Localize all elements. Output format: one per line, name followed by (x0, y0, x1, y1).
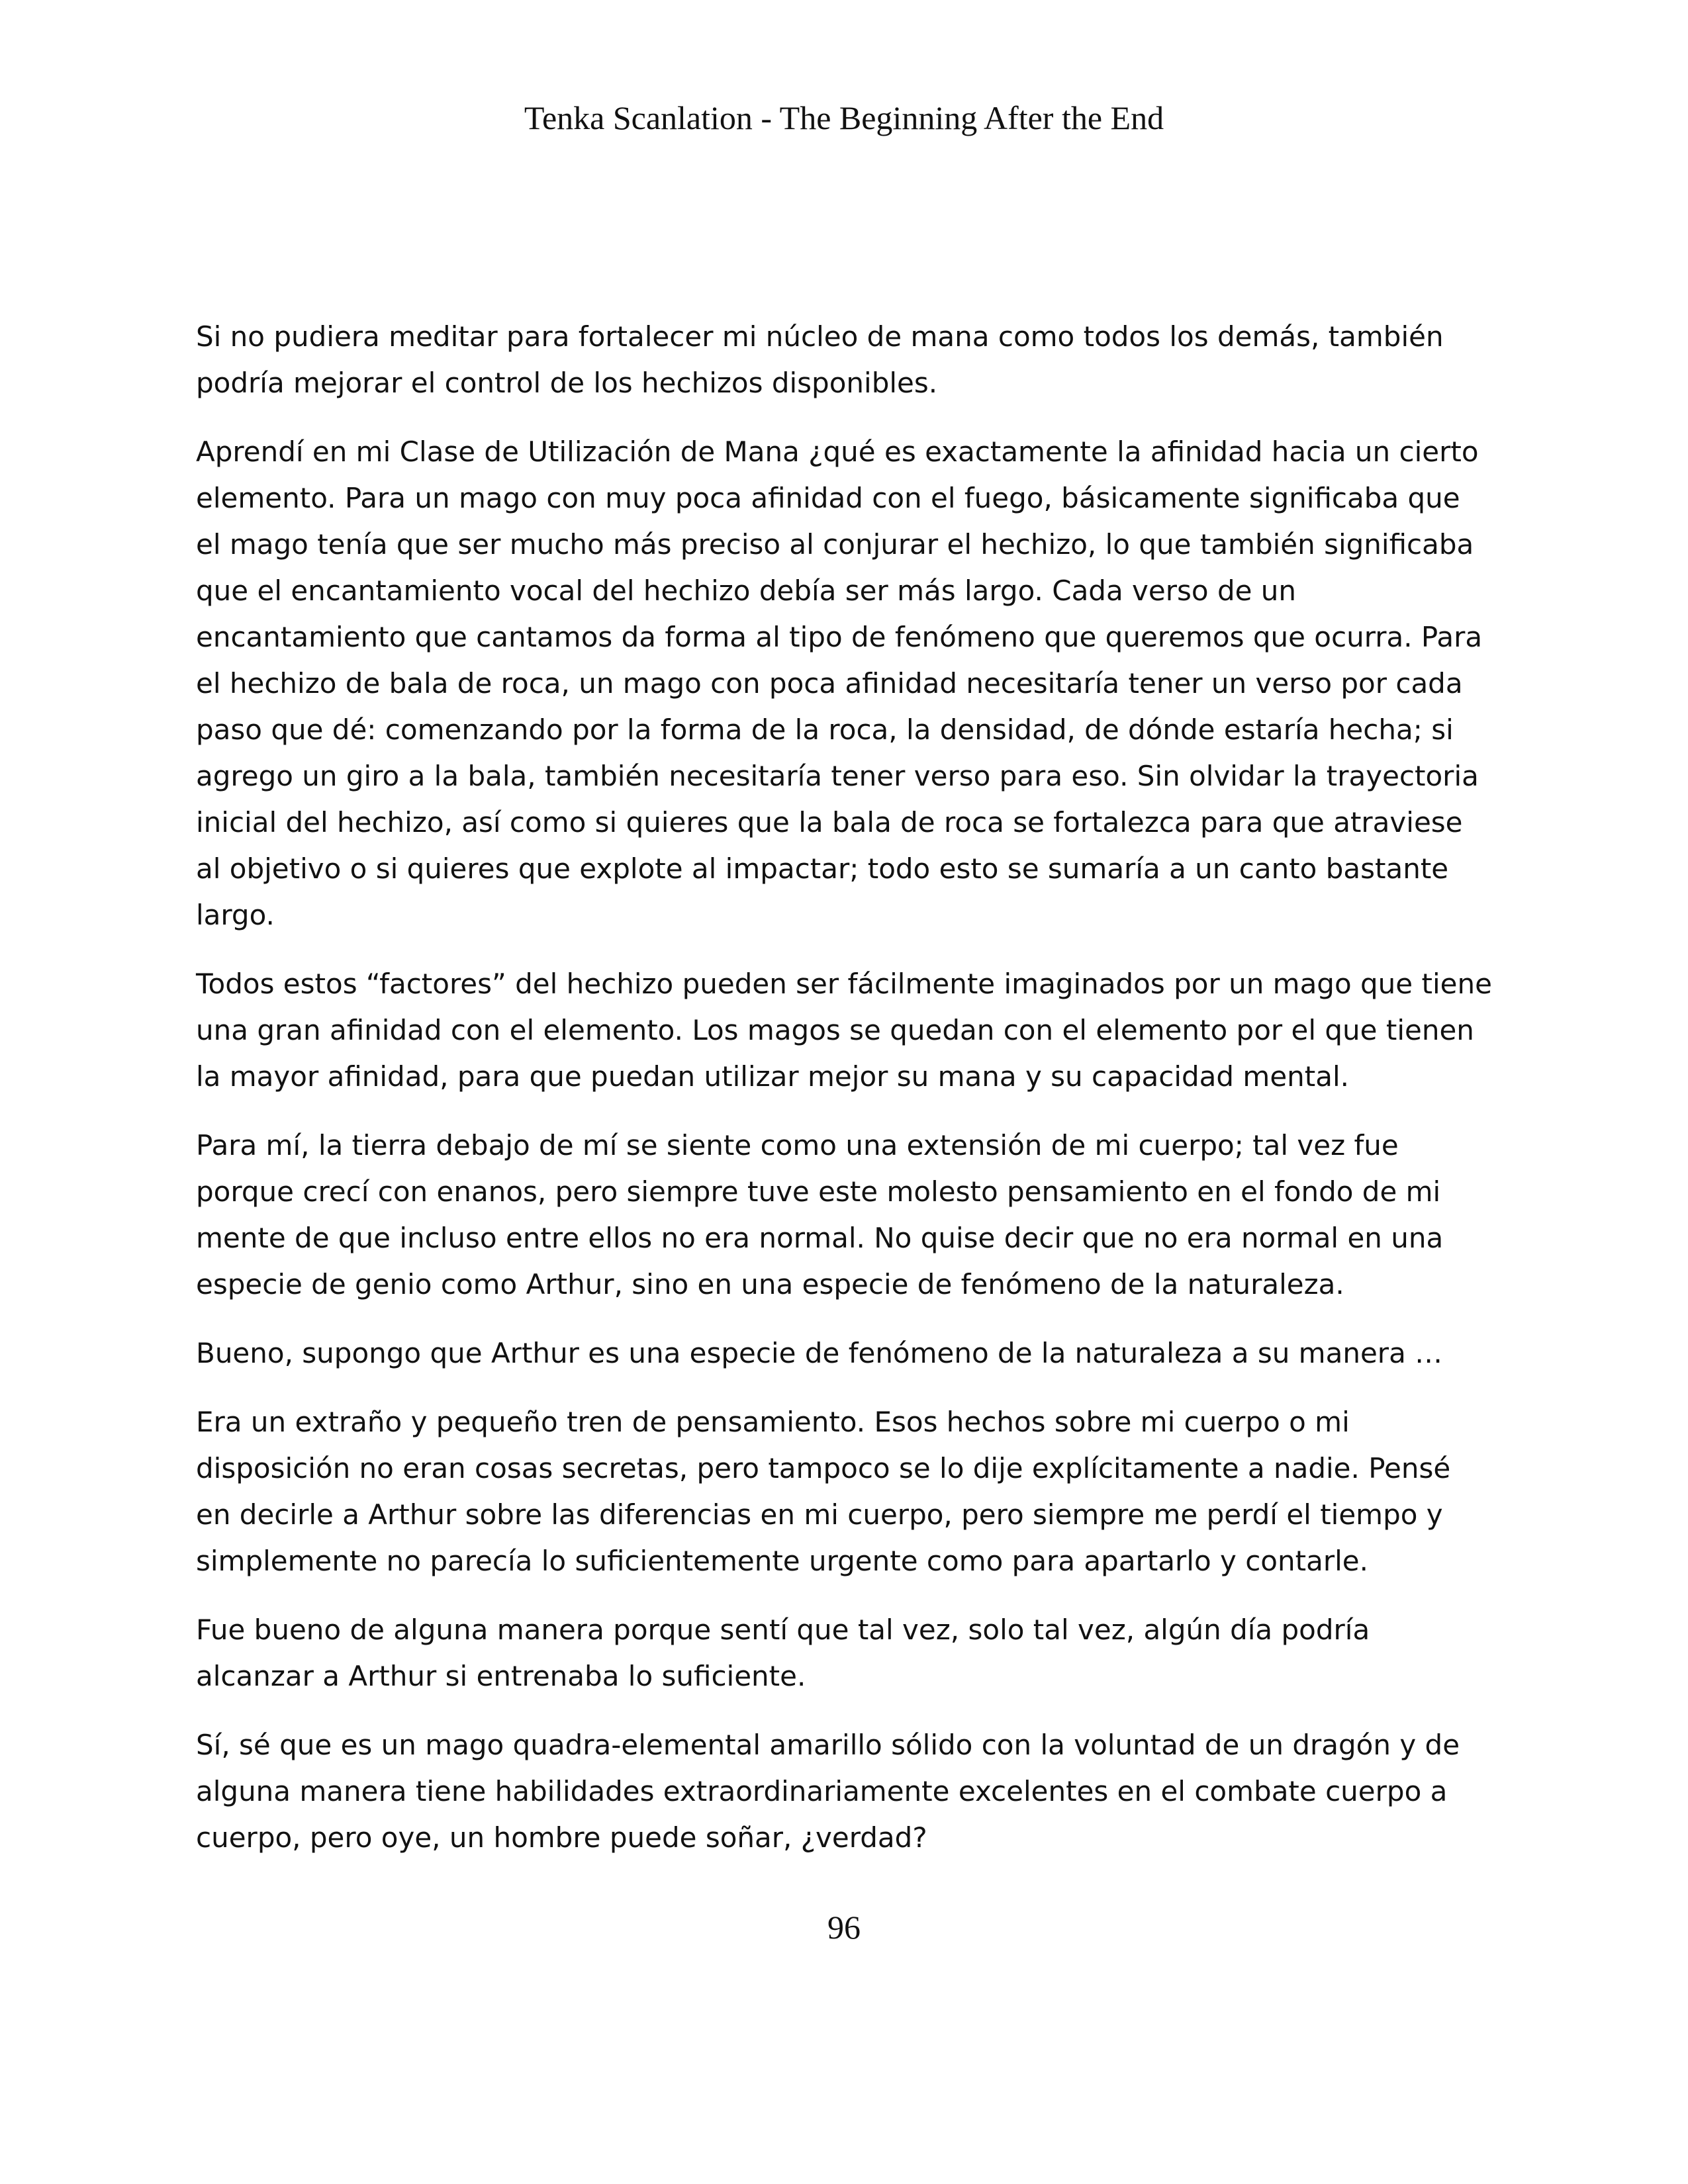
body-text (196, 314, 1493, 1884)
paragraph-7: Fue bueno de alguna manera porque sentí que tal vez, solo tal vez, algún día podría alcanzar a Arthur si entrenaba lo suficiente. (196, 1614, 1370, 1692)
paragraph-4: Para mí, la tierra debajo de mí se siente como una extensión de mi cuerpo; tal vez fue porque crecí con enanos, pero siempre tuve este molesto pensamiento en el fondo de mi mente de que incluso entre ellos no era normal. No quise decir que no era normal en una especie de genio como Arthur, sino en una especie de fenómeno de la naturaleza. (196, 1129, 1444, 1300)
paragraph-6: Era un extraño y pequeño tren de pensamiento. Esos hechos sobre mi cuerpo o mi disposición no eran cosas secretas, pero tampoco se lo dije explícitamente a nadie. Pensé en decirle a Arthur sobre las diferencias en mi cuerpo, pero siempre me perdí el tiempo y simplemente no parecía lo suficientemente urgente como para apartarlo y contarle. (196, 1406, 1451, 1577)
page-header: Tenka Scanlation - The Beginning After the End (524, 99, 1164, 136)
paragraph-3: Todos estos “factores” del hechizo pueden ser fácilmente imaginados por un mago que tiene una gran afinidad con el elemento. Los magos se quedan con el elemento por el que tienen la mayor afinidad, para que puedan utilizar mejor su mana y su capacidad mental. (196, 968, 1492, 1093)
page-number: 96 (827, 1909, 861, 1946)
paragraph-5: Bueno, supongo que Arthur es una especie de fenómeno de la naturaleza a su manera … (196, 1337, 1443, 1369)
paragraph-2: Aprendí en mi Clase de Utilización de Mana ¿qué es exactamente la afinidad hacia un cierto elemento. Para un mago con muy poca afinidad con el fuego, básicamente significaba que el mago tenía que ser mucho más preciso al conjurar el hechizo, lo que también significaba que el encantamiento vocal del hechizo debía ser más largo. Cada verso de un encantamiento que cantamos da forma al tipo de fenómeno que queremos que ocurra. Para el hechizo de bala de roca, un mago con poca afinidad necesitaría tener un verso por cada paso que dé: comenzando por la forma de la roca, la densidad, de dónde estaría hecha; si agrego un giro a la bala, también necesitaría tener verso para eso. Sin olvidar la trayectoria inicial del hechizo, así como si quieres que la bala de roca se fortalezca para que atraviese al objetivo o si quieres que explote al impactar; todo esto se sumaría a un canto bastante largo. (196, 435, 1483, 931)
paragraph-8: Sí, sé que es un mago quadra-elemental amarillo sólido con la voluntad de un dragón y de alguna manera tiene habilidades extraordinariamente excelentes en el combate cuerpo a cuerpo, pero oye, un hombre puede soñar, ¿verdad? (196, 1729, 1460, 1854)
paragraph-1: Si no pudiera meditar para fortalecer mi núcleo de mana como todos los demás, también podría mejorar el control de los hechizos disponibles. (196, 320, 1444, 399)
